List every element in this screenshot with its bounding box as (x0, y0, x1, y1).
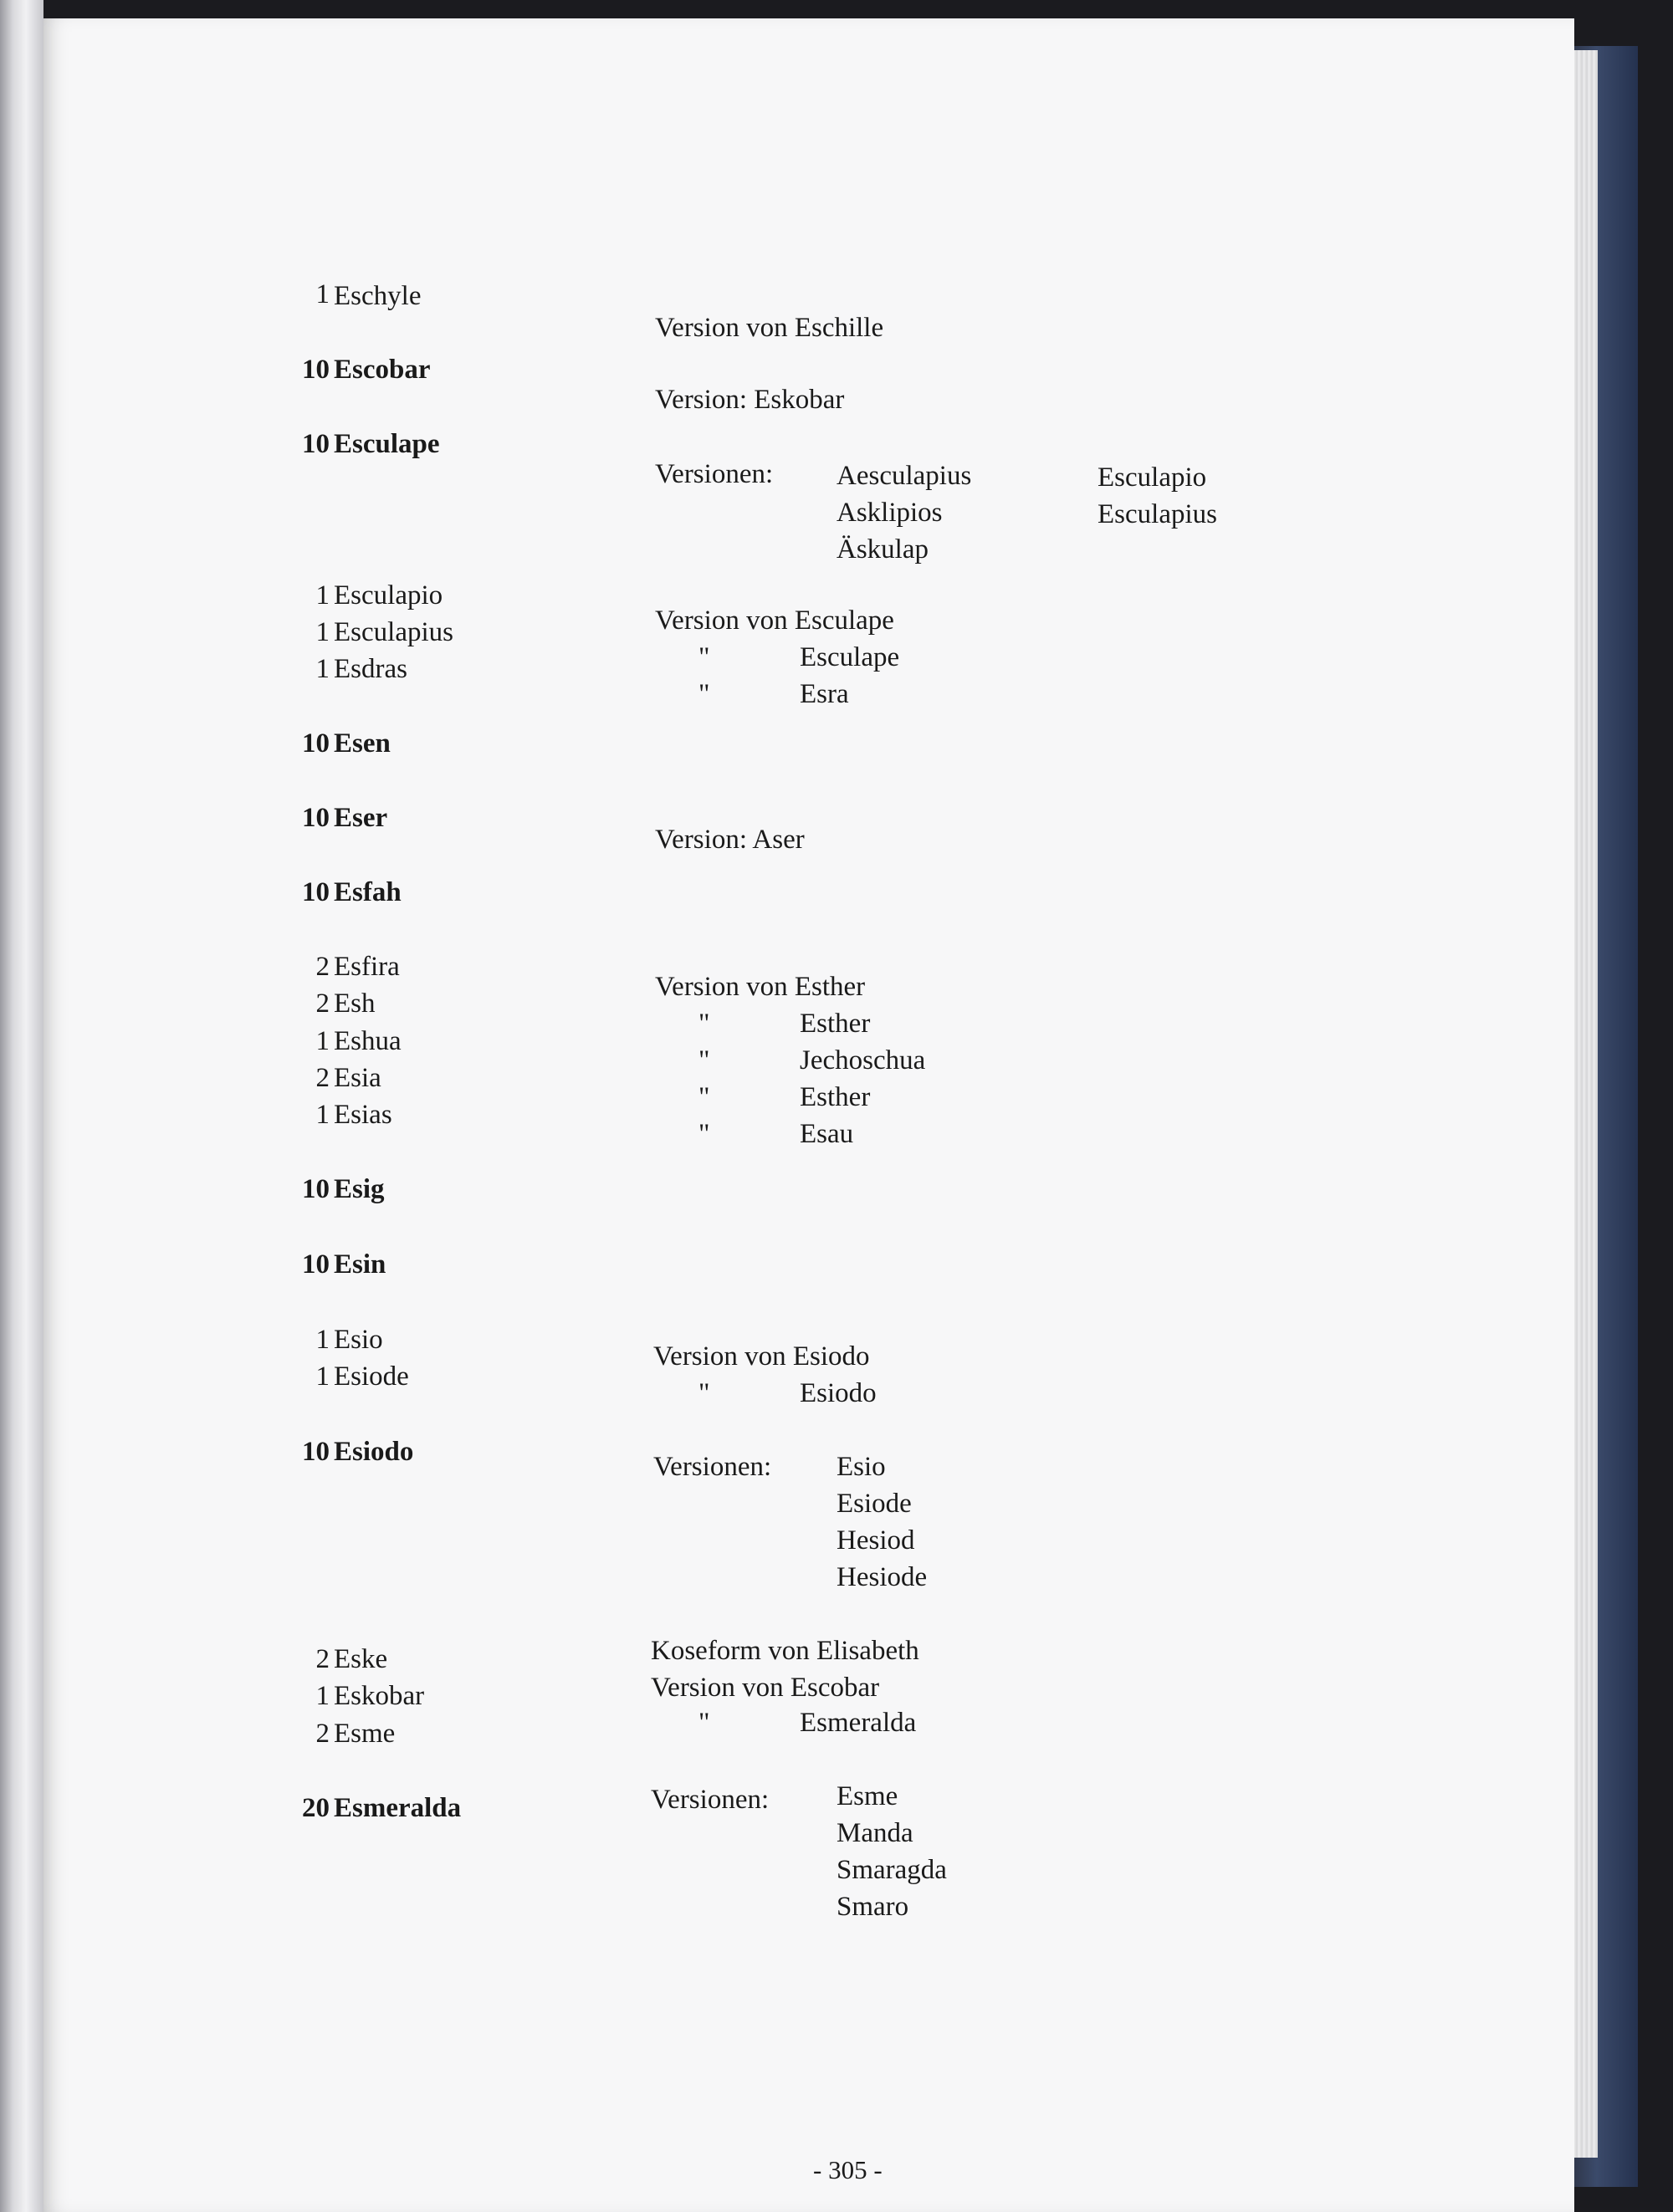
entry-number: 10 (302, 1174, 330, 1204)
entry-number: 2 (315, 1719, 330, 1749)
entry-name: Esen (334, 728, 391, 759)
version-name: Esculapius (1097, 499, 1217, 529)
version-name: Esmeralda (800, 1708, 917, 1738)
version-name: Hesiod (836, 1525, 915, 1556)
entry-description: Koseform von Elisabeth (651, 1636, 919, 1666)
entry-description: Version von Esiodo (653, 1341, 870, 1372)
entry-number: 10 (302, 355, 330, 385)
version-name: Äskulap (836, 534, 929, 564)
entry-name: Eske (334, 1644, 388, 1674)
entry-number: 2 (315, 952, 330, 982)
entry-number: 10 (302, 1437, 330, 1467)
ditto-mark: " (698, 642, 710, 672)
version-name: Esio (836, 1452, 886, 1482)
entry-name: Esfah (334, 877, 402, 907)
entry-number: 10 (302, 1249, 330, 1280)
version-name: Jechoschua (800, 1045, 926, 1075)
ditto-mark: " (698, 1708, 710, 1738)
page-number: - 305 - (813, 2155, 883, 2184)
entry-name: Esmeralda (334, 1793, 462, 1823)
version-name: Esme (836, 1781, 898, 1811)
entry-description: Version von Esculape (655, 605, 894, 636)
entry-name: Eshua (334, 1026, 402, 1056)
entry-number: 1 (315, 1681, 330, 1711)
entry-number: 1 (315, 654, 330, 684)
entry-name: Esculape (334, 429, 440, 459)
entry-description: Version von Esther (655, 972, 866, 1002)
entry-name: Esculapius (334, 617, 453, 647)
entry-number: 2 (315, 1644, 330, 1674)
entry-number: 1 (315, 1325, 330, 1355)
entry-name: Esme (334, 1719, 396, 1749)
book-page (43, 18, 1574, 2212)
entry-name: Esias (334, 1100, 392, 1130)
version-name: Smaragda (836, 1855, 947, 1885)
version-name: Esther (800, 1009, 871, 1039)
entry-number: 10 (302, 877, 330, 907)
version-name: Esiode (836, 1489, 912, 1519)
entry-description: Version: Aser (655, 825, 805, 855)
version-name: Esther (800, 1082, 871, 1112)
entry-name: Esio (334, 1325, 383, 1355)
entry-name: Escobar (334, 355, 431, 385)
version-name: Smaro (836, 1892, 909, 1922)
entry-number: 10 (302, 429, 330, 459)
entry-name: Esiodo (334, 1437, 414, 1467)
entry-number: 1 (315, 617, 330, 647)
entry-name: Eskobar (334, 1681, 425, 1711)
ditto-mark: " (698, 1045, 710, 1075)
ditto-mark: " (698, 1082, 710, 1112)
entry-name: Esia (334, 1063, 381, 1093)
entry-number: 1 (315, 1100, 330, 1130)
entry-description: Versionen: (651, 1785, 770, 1815)
entry-name: Esfira (334, 952, 400, 982)
entry-number: 1 (315, 1026, 330, 1056)
entry-description: Version von Escobar (651, 1673, 880, 1703)
entry-description: Versionen: (653, 1452, 772, 1482)
version-name: Esculapio (1097, 462, 1207, 493)
version-name: Manda (836, 1818, 913, 1848)
entry-name: Esin (334, 1249, 386, 1280)
version-name: Esiodo (800, 1378, 877, 1408)
ditto-mark: " (698, 1378, 710, 1408)
entry-name: Esculapio (334, 580, 443, 610)
entry-number: 10 (302, 803, 330, 833)
entry-number: 2 (315, 989, 330, 1019)
entry-number: 1 (315, 580, 330, 610)
entry-number: 10 (302, 728, 330, 759)
entry-description: Version von Eschille (655, 313, 884, 343)
entry-name: Eser (334, 803, 388, 833)
ditto-mark: " (698, 1119, 710, 1149)
entry-description: Version: Eskobar (655, 385, 845, 415)
version-name: Esra (800, 679, 849, 709)
version-name: Asklipios (836, 498, 943, 528)
entry-name: Esig (334, 1174, 385, 1204)
entry-number: 1 (315, 279, 330, 309)
entry-number: 1 (315, 1361, 330, 1392)
version-name: Aesculapius (836, 461, 972, 491)
version-name: Esculape (800, 642, 900, 672)
ditto-mark: " (698, 679, 710, 709)
version-name: Hesiode (836, 1562, 928, 1592)
book-left-edge (0, 0, 43, 2212)
entry-name: Esdras (334, 654, 407, 684)
version-name: Esau (800, 1119, 854, 1149)
entry-description: Versionen: (655, 459, 774, 489)
entry-number: 2 (315, 1063, 330, 1093)
entry-name: Esh (334, 989, 376, 1019)
entry-name: Eschyle (334, 281, 422, 311)
entry-name: Esiode (334, 1361, 409, 1392)
ditto-mark: " (698, 1009, 710, 1039)
entry-number: 20 (302, 1793, 330, 1823)
